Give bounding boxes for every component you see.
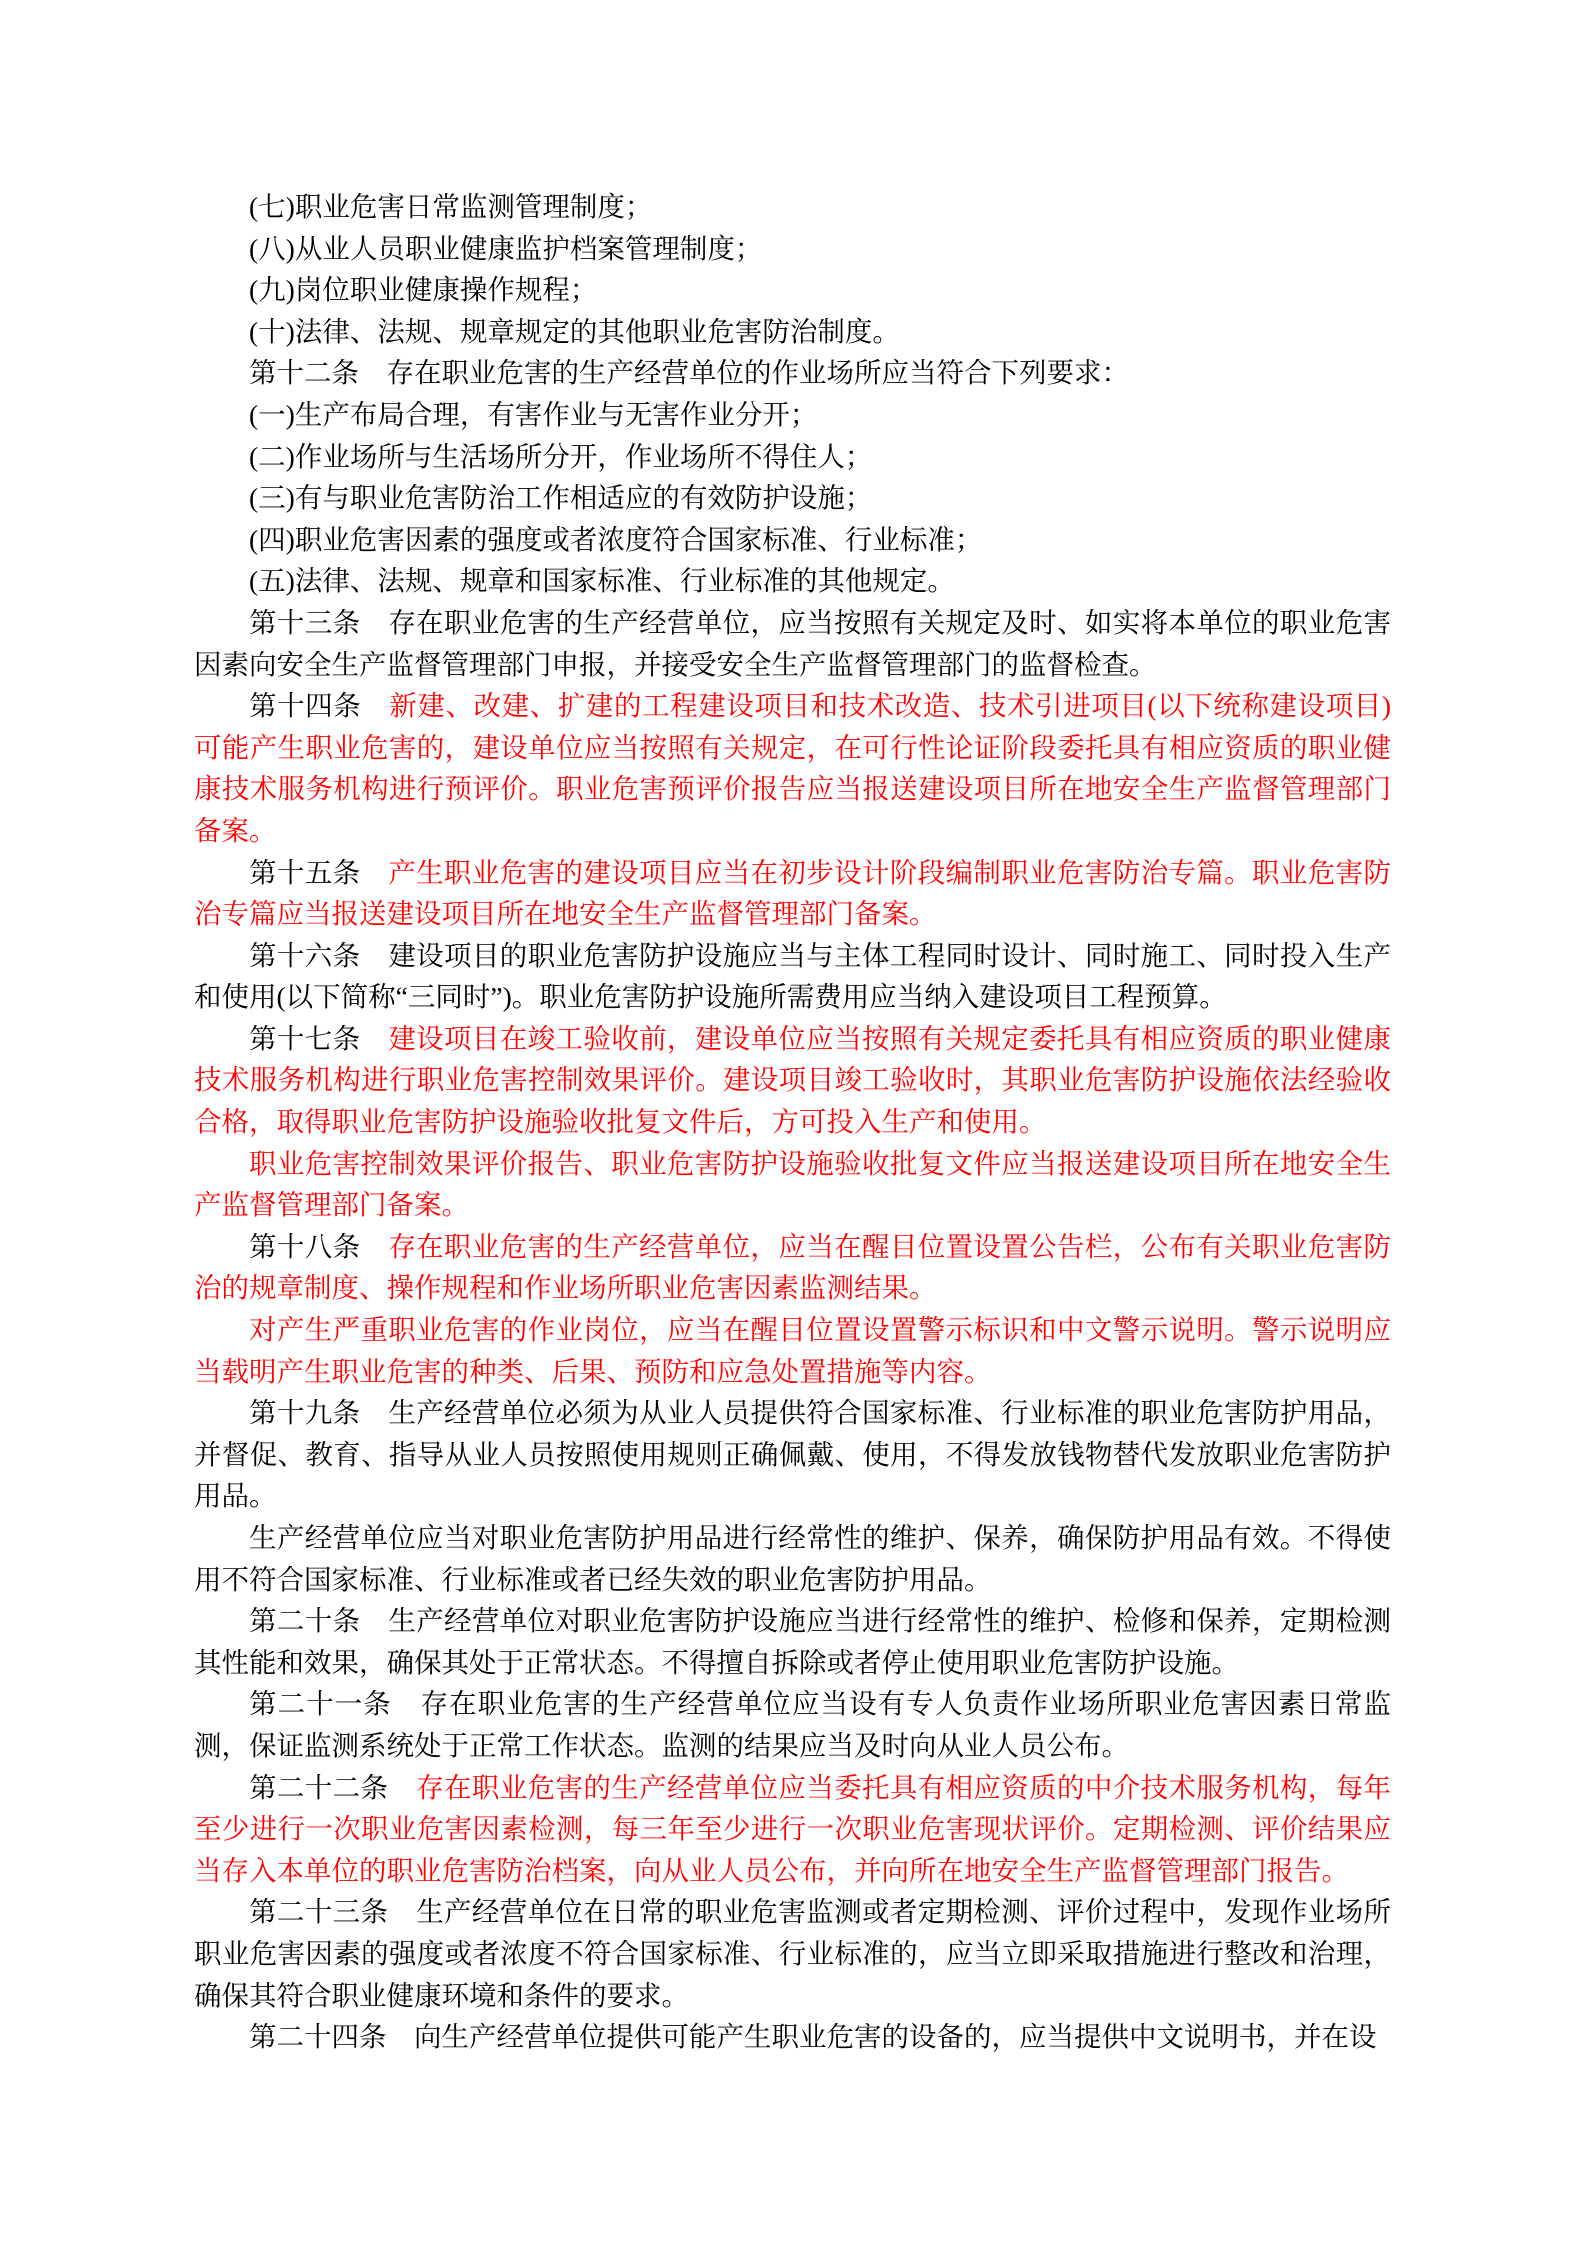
text-segment: 向生产经营单位提供可能产生职业危害的设备的，应当提供中文说明书，并在设	[414, 2021, 1377, 2053]
text-segment: 生产经营单位在日常的职业危害监测或者定期检测、评价过程中，发现作业场所职业危害因素的强度或者浓度不符合国家标准、行业标准的，应当立即采取措施进行整改和治理，确保其符合职业健康环境和条件的要求。	[194, 1896, 1392, 2011]
paragraph	[194, 1517, 1391, 1600]
text-segment: 建设项目在竣工验收前，建设单位应当按照有关规定委托具有相应资质的职业健康技术服务机构进行职业危害控制效果评价。建设项目竣工验收时，其职业危害防护设施依法经验收合格，取得职业危害防护设施验收批复文件后，方可投入生产和使用。	[194, 1022, 1391, 1138]
text-segment: (八)从业人员职业健康监护档案管理制度；	[249, 232, 763, 264]
text-segment: (十)法律、法规、规章规定的其他职业危害防治制度。	[249, 315, 900, 347]
article-number: 第十六条	[249, 939, 389, 971]
paragraph	[194, 560, 1391, 602]
text-segment: 存在职业危害的生产经营单位应当设有专人负责作业场所职业危害因素日常监测，保证监测系统处于正常工作状态。监测的结果应当及时向从业人员公布。	[194, 1688, 1392, 1761]
article-number: 第二十条	[249, 1605, 389, 1637]
text-segment: 存在职业危害的生产经营单位应当委托具有相应资质的中介技术服务机构，每年至少进行一次职业危害因素检测，每三年至少进行一次职业危害现状评价。定期检测、评价结果应当存入本单位的职业危害防治档案，向从业人员公布，并向所在地安全生产监督管理部门报告。	[194, 1771, 1392, 1886]
paragraph	[194, 602, 1391, 685]
article-number: 第二十三条	[249, 1896, 417, 1928]
paragraph	[194, 311, 1391, 353]
article-number: 第二十一条	[249, 1688, 421, 1720]
text-segment: 存在职业危害的生产经营单位，应当按照有关规定及时、如实将本单位的职业危害因素向安全生产监督管理部门申报，并接受安全生产监督管理部门的监督检查。	[194, 606, 1391, 680]
paragraph	[194, 1143, 1391, 1226]
text-segment: (一)生产布局合理，有害作业与无害作业分开；	[249, 398, 818, 430]
paragraph	[194, 519, 1391, 561]
text-segment: (二)作业场所与生活场所分开，作业场所不得住人；	[249, 440, 873, 472]
text-segment: (四)职业危害因素的强度或者浓度符合国家标准、行业标准；	[249, 523, 983, 555]
text-segment: (七)职业危害日常监测管理制度；	[249, 191, 653, 222]
text-segment: 生产经营单位对职业危害防护设施应当进行经常性的维护、检修和保养，定期检测其性能和效果，确保其处于正常状态。不得擅自拆除或者停止使用职业危害防护设施。	[194, 1605, 1391, 1678]
document-body	[194, 186, 1391, 2058]
paragraph	[194, 852, 1391, 935]
text-segment: 产生职业危害的建设项目应当在初步设计阶段编制职业危害防治专篇。职业危害防治专篇应当报送建设项目所在地安全生产监督管理部门备案。	[194, 856, 1391, 930]
paragraph	[194, 1226, 1391, 1309]
paragraph	[194, 1767, 1391, 1892]
paragraph	[194, 1600, 1391, 1683]
article-number: 第十八条	[249, 1230, 389, 1262]
article-number: 第十四条	[249, 690, 390, 722]
text-segment: (三)有与职业危害防治工作相适应的有效防护设施；	[249, 482, 873, 514]
text-segment: (五)法律、法规、规章和国家标准、行业标准的其他规定。	[249, 565, 955, 597]
paragraph	[194, 1392, 1391, 1517]
article-number: 第二十四条	[249, 2021, 414, 2053]
paragraph	[194, 1683, 1391, 1766]
article-number: 第二十二条	[249, 1771, 417, 1803]
paragraph	[194, 436, 1391, 478]
paragraph	[194, 685, 1391, 851]
paragraph	[194, 1018, 1391, 1143]
paragraph	[194, 935, 1391, 1018]
text-segment: 新建、改建、扩建的工程建设项目和技术改造、技术引进项目(以下统称建设项目)可能产生职业危害的，建设单位应当按照有关规定，在可行性论证阶段委托具有相应资质的职业健康技术服务机构进行预评价。职业危害预评价报告应当报送建设项目所在地安全生产监督管理部门备案。	[194, 690, 1392, 846]
paragraph	[194, 2016, 1391, 2058]
paragraph	[194, 1891, 1391, 2016]
paragraph	[194, 394, 1391, 436]
article-number: 第十五条	[249, 856, 389, 888]
paragraph	[194, 186, 1391, 228]
text-segment: 职业危害控制效果评价报告、职业危害防护设施验收批复文件应当报送建设项目所在地安全生产监督管理部门备案。	[194, 1147, 1391, 1221]
paragraph	[194, 228, 1391, 270]
text-segment: 生产经营单位必须为从业人员提供符合国家标准、行业标准的职业危害防护用品，并督促、教育、指导从业人员按照使用规则正确佩戴、使用，不得发放钱物替代发放职业危害防护用品。	[194, 1397, 1391, 1512]
paragraph	[194, 1309, 1391, 1392]
article-number: 第十二条	[249, 357, 387, 389]
article-number: 第十九条	[249, 1397, 389, 1429]
paragraph	[194, 269, 1391, 311]
paragraph	[194, 477, 1391, 519]
text-segment: 建设项目的职业危害防护设施应当与主体工程同时设计、同时施工、同时投入生产和使用(以下简称“三同时”)。职业危害防护设施所需费用应当纳入建设项目工程预算。	[194, 939, 1391, 1013]
text-segment: 存在职业危害的生产经营单位的作业场所应当符合下列要求：	[386, 357, 1129, 389]
text-segment: 对产生严重职业危害的作业岗位，应当在醒目位置设置警示标识和中文警示说明。警示说明应当载明产生职业危害的种类、后果、预防和应急处置措施等内容。	[194, 1314, 1391, 1387]
article-number: 第十三条	[249, 606, 389, 638]
text-segment: 存在职业危害的生产经营单位，应当在醒目位置设置公告栏，公布有关职业危害防治的规章制度、操作规程和作业场所职业危害因素监测结果。	[194, 1230, 1391, 1304]
text-segment: 生产经营单位应当对职业危害防护用品进行经常性的维护、保养，确保防护用品有效。不得使用不符合国家标准、行业标准或者已经失效的职业危害防护用品。	[194, 1522, 1391, 1595]
text-segment: (九)岗位职业健康操作规程；	[249, 274, 598, 306]
article-number: 第十七条	[249, 1022, 389, 1054]
paragraph	[194, 352, 1391, 394]
